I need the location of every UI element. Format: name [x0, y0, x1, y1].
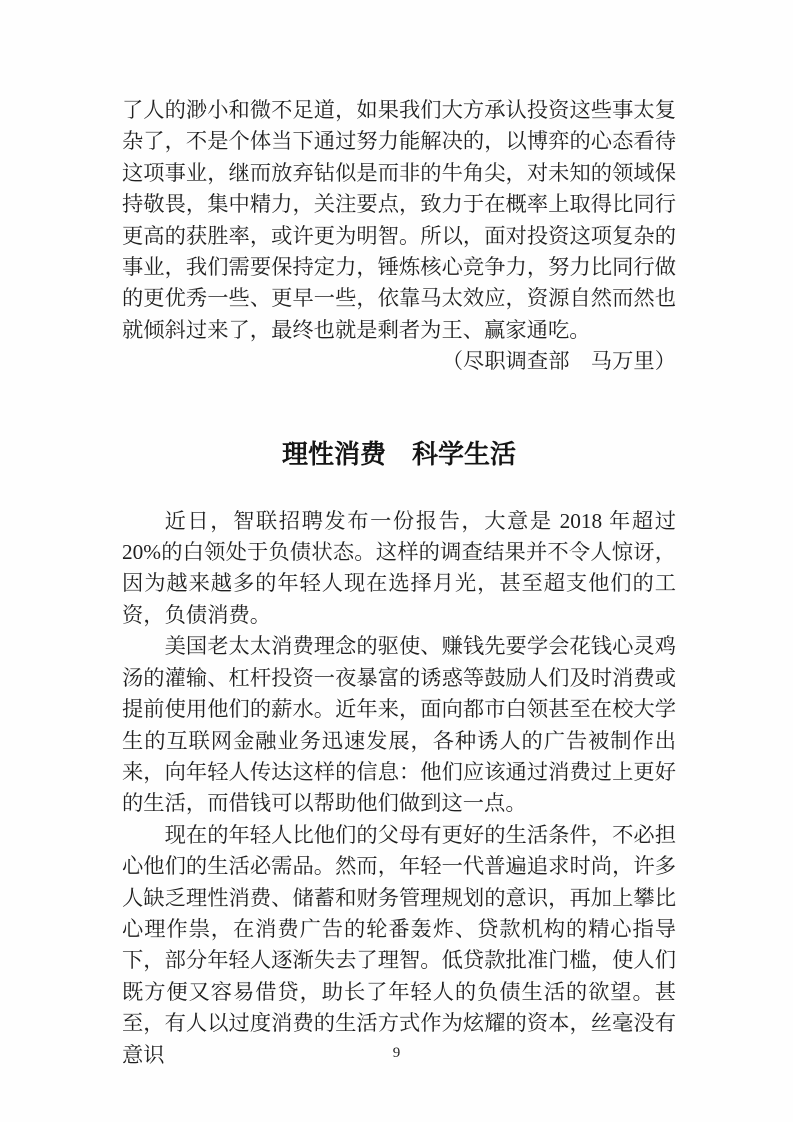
text-block	[122, 95, 676, 1071]
attribution-line: （尽职调查部 马万里）	[441, 349, 676, 374]
article-paragraph-2: 美国老太太消费理念的驱使、赚钱先要学会花钱心灵鸡汤的灌输、杠杆投资一夜暴富的诱惑等鼓励人们及时消费或提前使用他们的薪水。近年来，面向都市白领甚至在校大学生的互联网金融业务迅速发展，各种诱人的广告被制作出来，向年轻人传达这样的信息：他们应该通过消费过上更好的生活，而借钱可以帮助他们做到这一点。	[122, 634, 676, 816]
paragraph-continuation: 了人的渺小和微不足道，如果我们大方承认投资这些事太复杂了，不是个体当下通过努力能解决的，以博弈的心态看待这项事业，继而放弃钻似是而非的牛角尖，对未知的领域保持敬畏，集中精力，关注要点，致力于在概率上取得比同行更高的获胜率，或许更为明智。所以，面对投资这项复杂的事业，我们需要保持定力，锤炼核心竞争力，努力比同行做的更优秀一些、更早一些，依靠马太效应，资源自然而然也就倾斜过来了，最终也就是剩者为王、赢家通吃。	[122, 98, 676, 342]
article-paragraph-1: 近日，智联招聘发布一份报告，大意是 2018 年超过 20%的白领处于负债状态。这样的调查结果并不令人惊讶，因为越来越多的年轻人现在选择月光，甚至超支他们的工资，负债消费。	[122, 508, 676, 627]
page-number: 9	[392, 1045, 401, 1061]
article-paragraph-3: 现在的年轻人比他们的父母有更好的生活条件，不必担心他们的生活必需品。然而，年轻一代普遍追求时尚，许多人缺乏理性消费、储蓄和财务管理规划的意识，再加上攀比心理作祟，在消费广告的轮番轰炸、贷款机构的精心指导下，部分年轻人逐渐失去了理智。低贷款批准门槛，使人们既方便又容易借贷，助长了年轻人的负债生活的欲望。甚至，有人以过度消费的生活方式作为炫耀的资本，丝毫没有意识	[122, 822, 676, 1067]
article-title: 理性消费 科学生活	[281, 438, 516, 469]
